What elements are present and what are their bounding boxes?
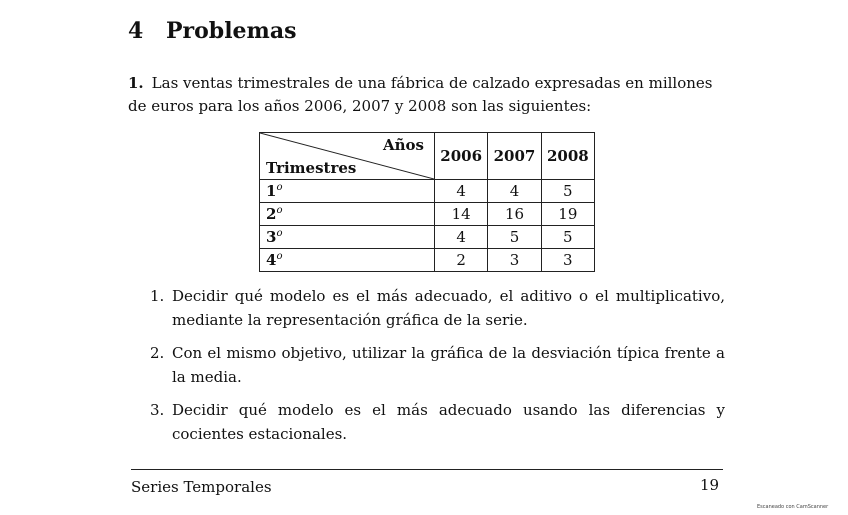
table-cell: 3: [488, 249, 541, 272]
table-cell: 2: [435, 249, 488, 272]
table-row: [260, 249, 595, 272]
task-text: Decidir qué modelo es el más adecuado usando las diferencias y cocientes estacionales.: [172, 401, 725, 443]
task-number: 1.: [150, 287, 165, 305]
problem-intro: [128, 72, 728, 118]
scanner-watermark: Escaneado con CamScanner: [757, 504, 829, 510]
table-cell: 4: [488, 180, 541, 203]
footer-title: Series Temporales: [131, 478, 272, 496]
table-cell: 16: [488, 203, 541, 226]
task-text: Decidir qué modelo es el más adecuado, el aditivo o el multiplicativo, mediante la representación gráfica de la serie.: [172, 287, 725, 329]
corner-label-years: Años: [383, 136, 424, 154]
list-item: [150, 398, 725, 446]
quarter-label: 4$^o$: [260, 249, 435, 272]
footer-divider: [131, 469, 723, 470]
page-number: 19: [700, 476, 720, 494]
section-title: [128, 18, 296, 44]
table-cell: 5: [488, 226, 541, 249]
year-header: 2007: [488, 133, 541, 180]
quarter-label: 2$^o$: [260, 203, 435, 226]
table-cell: 4: [435, 226, 488, 249]
section-heading: Problemas: [166, 18, 297, 44]
list-item: [150, 341, 725, 389]
quarter-label: 1$^o$: [260, 180, 435, 203]
table-cell: 5: [541, 226, 594, 249]
table-cell: 5: [541, 180, 594, 203]
task-list: [150, 284, 725, 455]
task-number: 3.: [150, 401, 165, 419]
table-header-row: [260, 133, 595, 180]
table-corner-cell: [260, 133, 435, 180]
corner-label-quarters: Trimestres: [266, 159, 357, 177]
task-text: Con el mismo objetivo, utilizar la gráfica de la desviación típica frente a la media.: [172, 344, 725, 386]
list-item: [150, 284, 725, 332]
task-number: 2.: [150, 344, 165, 362]
table-row: [260, 226, 595, 249]
year-header: 2006: [435, 133, 488, 180]
table-cell: 3: [541, 249, 594, 272]
table-row: [260, 180, 595, 203]
quarter-label: 3$^o$: [260, 226, 435, 249]
year-header: 2008: [541, 133, 594, 180]
sales-table: [259, 132, 595, 272]
table-row: [260, 203, 595, 226]
section-number: 4: [128, 18, 144, 44]
problem-number: 1.: [128, 74, 144, 92]
table-cell: 4: [435, 180, 488, 203]
table-cell: 19: [541, 203, 594, 226]
problem-text: Las ventas trimestrales de una fábrica de calzado expresadas en millones de euros para los años 2006, 2007 y 2008 son las siguientes:: [128, 74, 713, 115]
table-cell: 14: [435, 203, 488, 226]
